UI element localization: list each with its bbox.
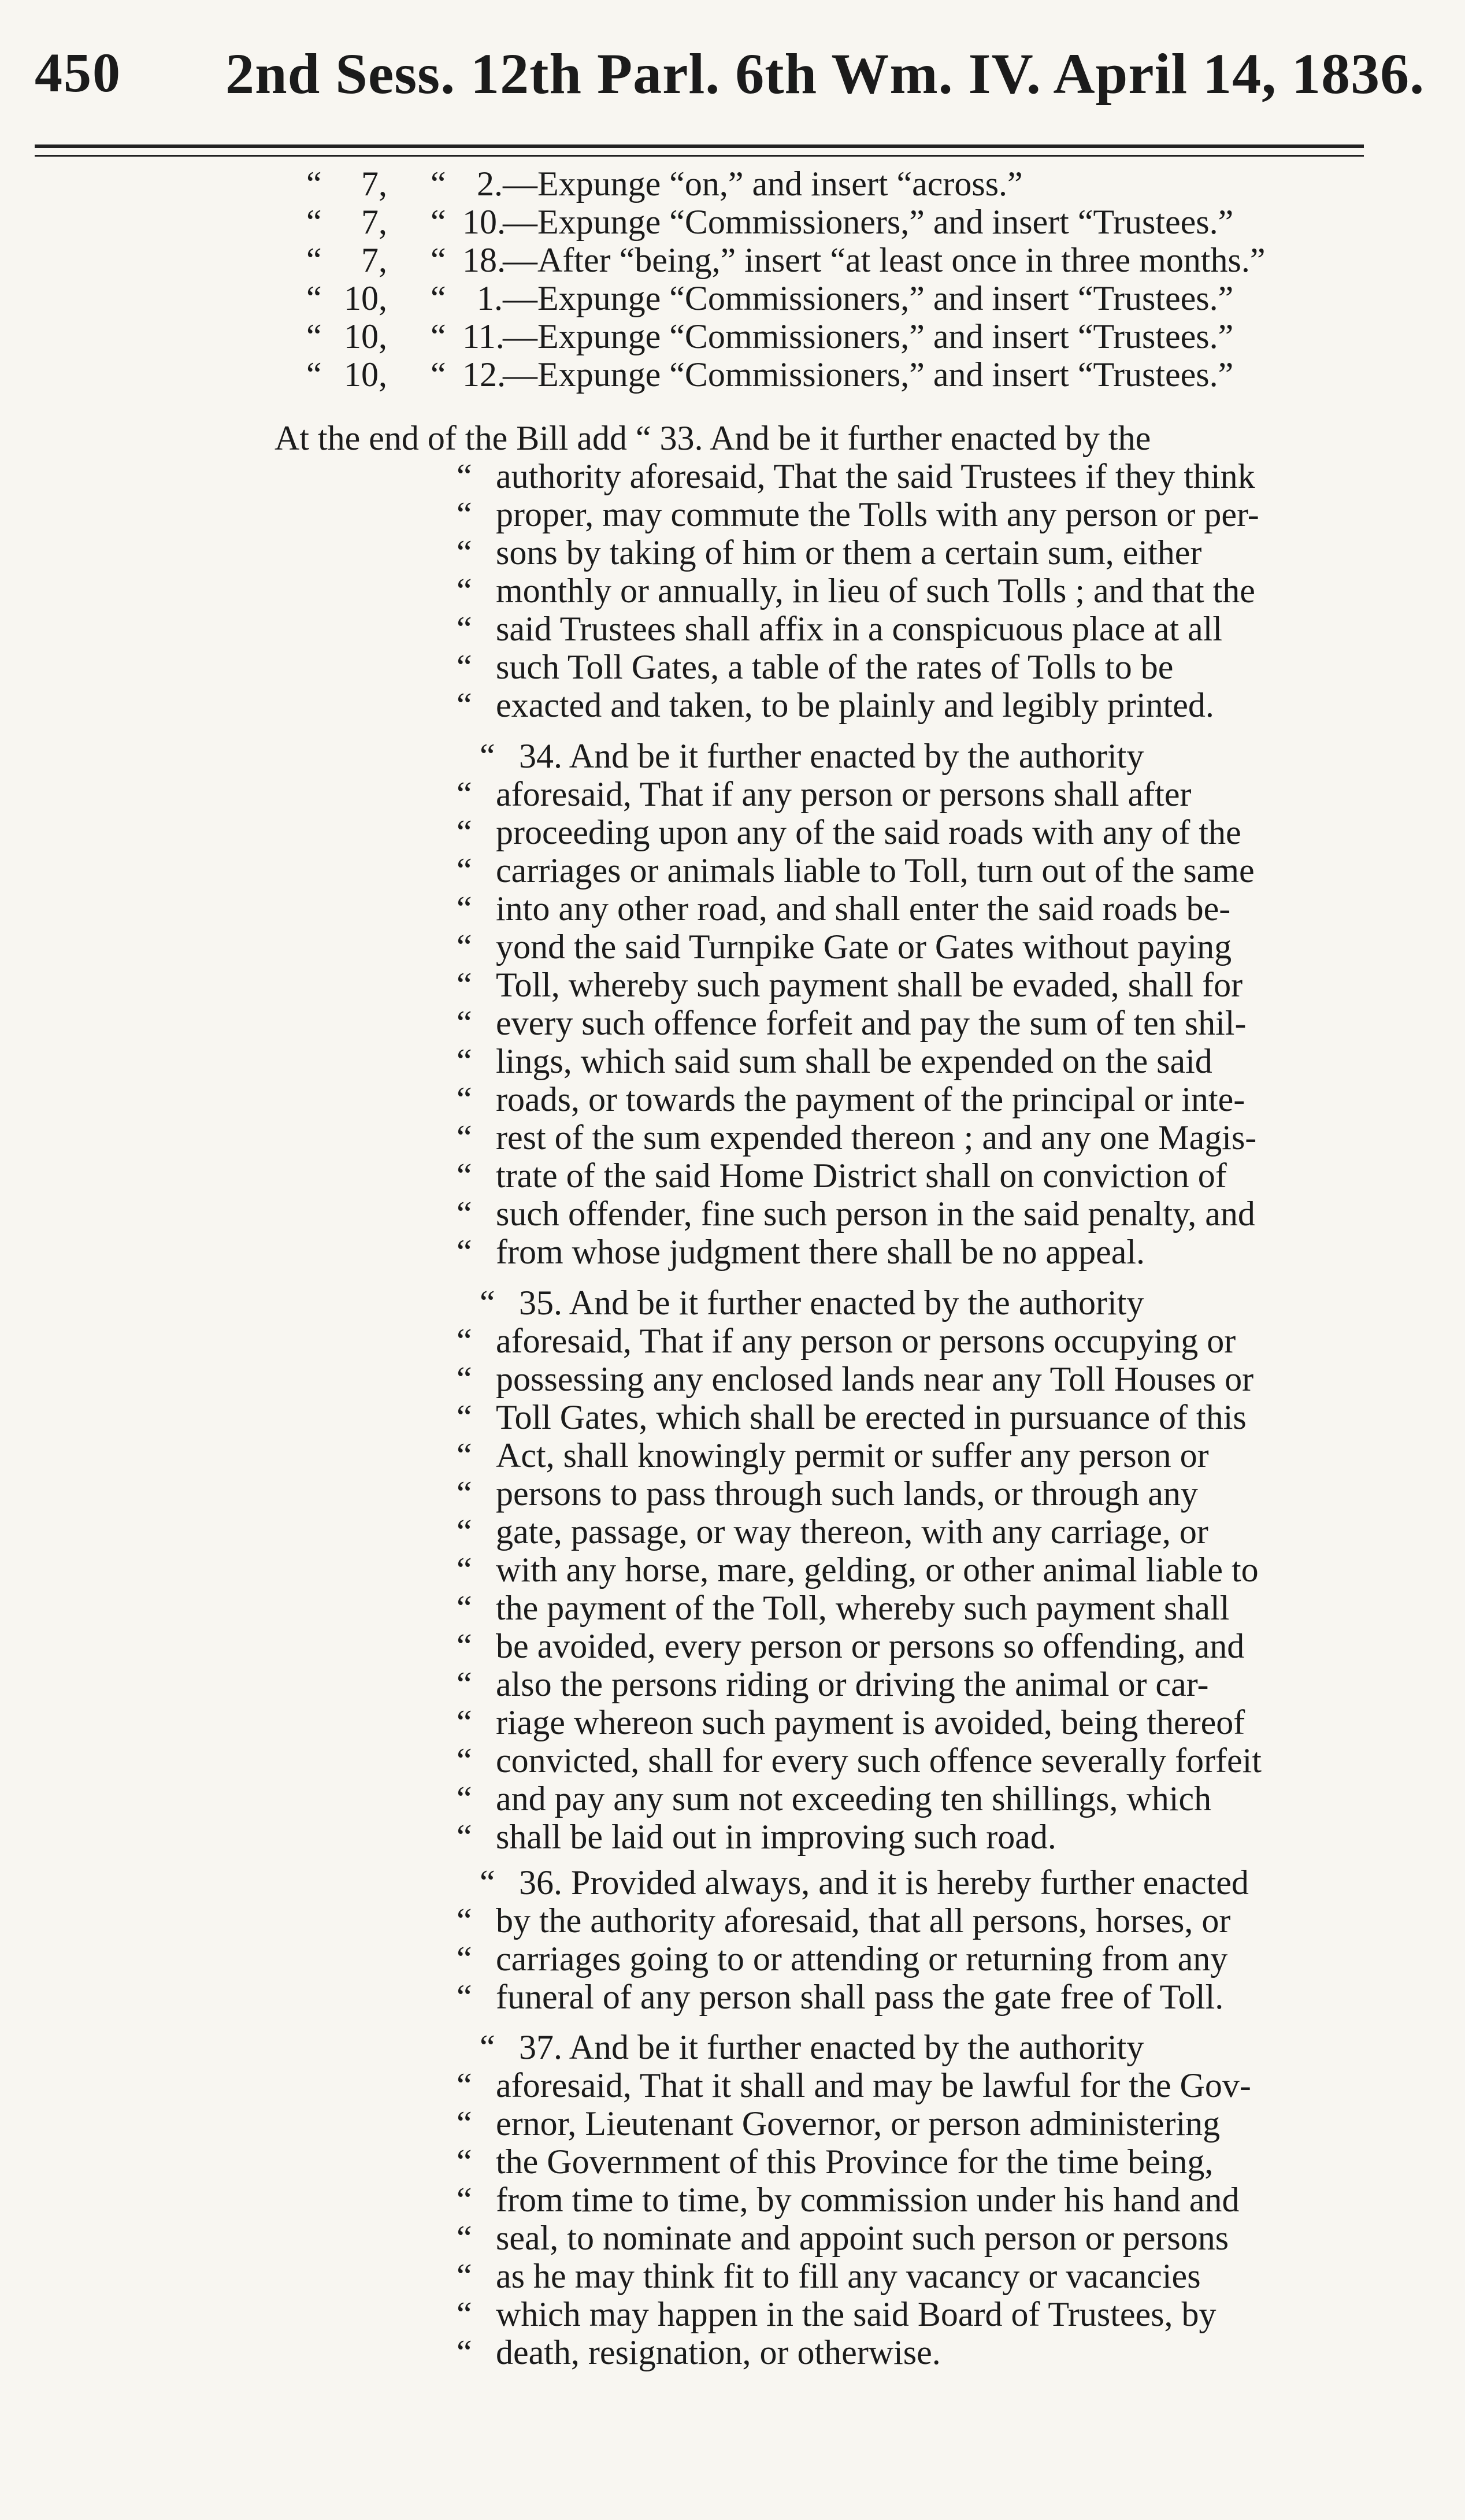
amendment-page: 10, bbox=[344, 279, 387, 317]
amendment-text: —After “being,” insert “at least once in three months.” bbox=[503, 241, 1266, 279]
quote-mark: “ bbox=[457, 1360, 472, 1398]
quote-mark: “ bbox=[480, 1284, 495, 1322]
header-rule-thin bbox=[35, 155, 1364, 157]
amendment-quote-mark: “ bbox=[306, 279, 322, 317]
amendment-row bbox=[306, 241, 1370, 279]
text-line bbox=[457, 2181, 1358, 2219]
line-text: roads, or towards the payment of the principal or inte- bbox=[496, 1080, 1245, 1118]
text-line bbox=[457, 1080, 1358, 1118]
section-37 bbox=[457, 2028, 1358, 2371]
quote-mark: “ bbox=[457, 533, 472, 572]
amendment-line: 11. bbox=[462, 317, 505, 355]
text-line bbox=[457, 1818, 1358, 1856]
text-line bbox=[457, 1863, 1358, 1902]
line-text: exacted and taken, to be plainly and legibly printed. bbox=[496, 686, 1214, 724]
quote-mark: “ bbox=[457, 1474, 472, 1513]
quote-mark: “ bbox=[457, 2333, 472, 2371]
quote-mark: “ bbox=[457, 1513, 472, 1551]
text-line bbox=[457, 2257, 1358, 2295]
amendment-row bbox=[306, 279, 1370, 317]
quote-mark: “ bbox=[457, 1080, 472, 1118]
text-line bbox=[457, 1665, 1358, 1703]
page-header bbox=[35, 35, 1425, 121]
line-text: funeral of any person shall pass the gate free of Toll. bbox=[496, 1978, 1224, 2016]
quote-mark: “ bbox=[457, 2143, 472, 2181]
quote-mark: “ bbox=[457, 1004, 472, 1042]
line-text: proper, may commute the Tolls with any person or per- bbox=[496, 495, 1259, 533]
amendment-quote-mark: “ bbox=[431, 317, 446, 355]
line-text: trate of the said Home District shall on conviction of bbox=[496, 1157, 1227, 1195]
quote-mark: “ bbox=[457, 2181, 472, 2219]
line-text: seal, to nominate and appoint such person or persons bbox=[496, 2219, 1229, 2257]
amendment-quote-mark: “ bbox=[431, 165, 446, 203]
text-line bbox=[457, 1004, 1358, 1042]
line-text: rest of the sum expended thereon ; and any one Magis- bbox=[496, 1118, 1257, 1157]
text-line bbox=[457, 1157, 1358, 1195]
amendment-quote-mark: “ bbox=[306, 165, 322, 203]
amendment-quote-mark: “ bbox=[431, 203, 446, 241]
quote-mark: “ bbox=[457, 1902, 472, 1940]
amendment-line: 18. bbox=[462, 241, 506, 279]
amendment-line: 2. bbox=[477, 165, 503, 203]
line-text: aforesaid, That it shall and may be lawful for the Gov- bbox=[496, 2066, 1251, 2104]
quote-mark: “ bbox=[457, 2104, 472, 2143]
text-line bbox=[457, 648, 1358, 686]
line-text: proceeding upon any of the said roads with any of the bbox=[496, 813, 1241, 851]
quote-mark: “ bbox=[457, 1233, 472, 1271]
text-line bbox=[457, 2295, 1358, 2333]
amendment-page: 10, bbox=[344, 317, 387, 355]
quote-mark: “ bbox=[457, 648, 472, 686]
section-33 bbox=[457, 457, 1358, 724]
line-text: Act, shall knowingly permit or suffer any person or bbox=[496, 1436, 1209, 1474]
text-line bbox=[457, 1195, 1358, 1233]
quote-mark: “ bbox=[457, 1589, 472, 1627]
line-text: persons to pass through such lands, or through any bbox=[496, 1474, 1198, 1513]
text-line bbox=[457, 890, 1358, 928]
text-line bbox=[457, 775, 1358, 813]
text-line bbox=[457, 1940, 1358, 1978]
text-line bbox=[457, 1703, 1358, 1741]
line-text: as he may think fit to fill any vacancy or vacancies bbox=[496, 2257, 1201, 2295]
quote-mark: “ bbox=[457, 610, 472, 648]
line-text: sons by taking of him or them a certain sum, either bbox=[496, 533, 1202, 572]
text-line bbox=[457, 1741, 1358, 1780]
quote-mark: “ bbox=[457, 928, 472, 966]
line-text: which may happen in the said Board of Trustees, by bbox=[496, 2295, 1216, 2333]
line-text: aforesaid, That if any person or persons occupying or bbox=[496, 1322, 1236, 1360]
quote-mark: “ bbox=[457, 1665, 472, 1703]
line-text: from whose judgment there shall be no appeal. bbox=[496, 1233, 1145, 1271]
line-text: from time to time, by commission under his hand and bbox=[496, 2181, 1240, 2219]
text-line bbox=[457, 1978, 1358, 2016]
line-text: 34. And be it further enacted by the authority bbox=[519, 737, 1144, 775]
line-text: every such offence forfeit and pay the sum of ten shil- bbox=[496, 1004, 1247, 1042]
amendment-text: —Expunge “Commissioners,” and insert “Trustees.” bbox=[503, 203, 1234, 241]
amendment-quote-mark: “ bbox=[431, 355, 446, 394]
line-text: also the persons riding or driving the animal or car- bbox=[496, 1665, 1209, 1703]
line-text: gate, passage, or way thereon, with any carriage, or bbox=[496, 1513, 1208, 1551]
running-head: 2nd Sess. 12th Parl. 6th Wm. IV. April 14, 1836. bbox=[225, 42, 1425, 106]
line-text: Toll, whereby such payment shall be evaded, shall for bbox=[496, 966, 1243, 1004]
text-line bbox=[457, 2028, 1358, 2066]
text-line bbox=[457, 1589, 1358, 1627]
amendment-line: 1. bbox=[477, 279, 503, 317]
line-text: yond the said Turnpike Gate or Gates without paying bbox=[496, 928, 1232, 966]
text-line bbox=[457, 1233, 1358, 1271]
text-line bbox=[457, 686, 1358, 724]
text-line bbox=[457, 1513, 1358, 1551]
line-text: monthly or annually, in lieu of such Tolls ; and that the bbox=[496, 572, 1255, 610]
line-text: riage whereon such payment is avoided, being thereof bbox=[496, 1703, 1245, 1741]
text-line bbox=[457, 1551, 1358, 1589]
quote-mark: “ bbox=[457, 495, 472, 533]
section-33-lead-line: At the end of the Bill add “ 33. And be it further enacted by the bbox=[275, 419, 1151, 457]
quote-mark: “ bbox=[457, 775, 472, 813]
quote-mark: “ bbox=[457, 1551, 472, 1589]
line-text: by the authority aforesaid, that all persons, horses, or bbox=[496, 1902, 1231, 1940]
line-text: ernor, Lieutenant Governor, or person administering bbox=[496, 2104, 1221, 2143]
text-line bbox=[457, 1284, 1358, 1322]
quote-mark: “ bbox=[457, 457, 472, 495]
text-line bbox=[457, 495, 1358, 533]
quote-mark: “ bbox=[457, 1627, 472, 1665]
line-text: the payment of the Toll, whereby such payment shall bbox=[496, 1589, 1230, 1627]
text-line bbox=[457, 813, 1358, 851]
amendment-text: —Expunge “Commissioners,” and insert “Trustees.” bbox=[503, 355, 1234, 394]
header-rule-thick bbox=[35, 144, 1364, 148]
amendment-text: —Expunge “Commissioners,” and insert “Trustees.” bbox=[503, 317, 1234, 355]
quote-mark: “ bbox=[457, 890, 472, 928]
quote-mark: “ bbox=[457, 2219, 472, 2257]
text-line bbox=[457, 572, 1358, 610]
quote-mark: “ bbox=[480, 737, 495, 775]
text-line bbox=[457, 2333, 1358, 2371]
quote-mark: “ bbox=[457, 1398, 472, 1436]
text-line bbox=[457, 1118, 1358, 1157]
line-text: 35. And be it further enacted by the authority bbox=[519, 1284, 1144, 1322]
quote-mark: “ bbox=[457, 1322, 472, 1360]
text-line bbox=[457, 851, 1358, 890]
text-line bbox=[457, 2066, 1358, 2104]
quote-mark: “ bbox=[457, 1042, 472, 1080]
line-text: Toll Gates, which shall be erected in pursuance of this bbox=[496, 1398, 1247, 1436]
amendment-quote-mark: “ bbox=[306, 355, 322, 394]
line-text: authority aforesaid, That the said Trustees if they think bbox=[496, 457, 1255, 495]
text-line bbox=[457, 1902, 1358, 1940]
text-line bbox=[457, 1627, 1358, 1665]
line-text: convicted, shall for every such offence severally forfeit bbox=[496, 1741, 1262, 1780]
quote-mark: “ bbox=[480, 1863, 495, 1902]
line-text: the Government of this Province for the time being, bbox=[496, 2143, 1214, 2181]
amendment-row bbox=[306, 317, 1370, 355]
line-text: such offender, fine such person in the said penalty, and bbox=[496, 1195, 1255, 1233]
text-line bbox=[457, 928, 1358, 966]
amendment-quote-mark: “ bbox=[306, 241, 322, 279]
quote-mark: “ bbox=[480, 2028, 495, 2066]
quote-mark: “ bbox=[457, 1741, 472, 1780]
line-text: be avoided, every person or persons so offending, and bbox=[496, 1627, 1245, 1665]
quote-mark: “ bbox=[457, 1780, 472, 1818]
amendment-row bbox=[306, 203, 1370, 241]
amendment-page: 7, bbox=[361, 165, 387, 203]
text-line bbox=[457, 457, 1358, 495]
line-text: carriages going to or attending or returning from any bbox=[496, 1940, 1228, 1978]
quote-mark: “ bbox=[457, 851, 472, 890]
quote-mark: “ bbox=[457, 1195, 472, 1233]
text-line bbox=[457, 1322, 1358, 1360]
amendment-text: —Expunge “on,” and insert “across.” bbox=[503, 165, 1023, 203]
quote-mark: “ bbox=[457, 1436, 472, 1474]
text-line bbox=[457, 1042, 1358, 1080]
text-line bbox=[457, 610, 1358, 648]
amendment-page: 7, bbox=[361, 241, 387, 279]
page-number: 450 bbox=[35, 42, 121, 103]
quote-mark: “ bbox=[457, 2257, 472, 2295]
quote-mark: “ bbox=[457, 1818, 472, 1856]
text-line bbox=[457, 737, 1358, 775]
quote-mark: “ bbox=[457, 2295, 472, 2333]
amendment-list bbox=[306, 165, 1370, 394]
amendment-line: 10. bbox=[462, 203, 506, 241]
line-text: possessing any enclosed lands near any Toll Houses or bbox=[496, 1360, 1254, 1398]
text-line bbox=[457, 1398, 1358, 1436]
quote-mark: “ bbox=[457, 1118, 472, 1157]
quote-mark: “ bbox=[457, 572, 472, 610]
text-line bbox=[457, 2143, 1358, 2181]
text-line bbox=[457, 1436, 1358, 1474]
amendment-quote-mark: “ bbox=[306, 203, 322, 241]
quote-mark: “ bbox=[457, 686, 472, 724]
line-text: death, resignation, or otherwise. bbox=[496, 2333, 941, 2371]
amendment-page: 7, bbox=[361, 203, 387, 241]
line-text: 36. Provided always, and it is hereby further enacted bbox=[519, 1863, 1249, 1902]
line-text: lings, which said sum shall be expended on the said bbox=[496, 1042, 1212, 1080]
amendment-row bbox=[306, 165, 1370, 203]
quote-mark: “ bbox=[457, 1978, 472, 2016]
amendment-quote-mark: “ bbox=[431, 241, 446, 279]
quote-mark: “ bbox=[457, 1157, 472, 1195]
text-line bbox=[457, 1474, 1358, 1513]
line-text: and pay any sum not exceeding ten shillings, which bbox=[496, 1780, 1212, 1818]
amendment-text: —Expunge “Commissioners,” and insert “Trustees.” bbox=[503, 279, 1234, 317]
text-line bbox=[457, 966, 1358, 1004]
text-line bbox=[457, 1360, 1358, 1398]
amendment-quote-mark: “ bbox=[306, 317, 322, 355]
section-34 bbox=[457, 737, 1358, 1271]
text-line bbox=[457, 1780, 1358, 1818]
amendment-row bbox=[306, 355, 1370, 394]
amendment-page: 10, bbox=[344, 355, 387, 394]
line-text: with any horse, mare, gelding, or other animal liable to bbox=[496, 1551, 1259, 1589]
line-text: shall be laid out in improving such road. bbox=[496, 1818, 1056, 1856]
text-line bbox=[457, 2104, 1358, 2143]
line-text: such Toll Gates, a table of the rates of Tolls to be bbox=[496, 648, 1174, 686]
quote-mark: “ bbox=[457, 966, 472, 1004]
text-line bbox=[457, 2219, 1358, 2257]
quote-mark: “ bbox=[457, 1940, 472, 1978]
line-text: into any other road, and shall enter the said roads be- bbox=[496, 890, 1231, 928]
line-text: said Trustees shall affix in a conspicuous place at all bbox=[496, 610, 1222, 648]
quote-mark: “ bbox=[457, 813, 472, 851]
section-36 bbox=[457, 1863, 1358, 2016]
quote-mark: “ bbox=[457, 2066, 472, 2104]
text-line bbox=[457, 533, 1358, 572]
quote-mark: “ bbox=[457, 1703, 472, 1741]
amendment-quote-mark: “ bbox=[431, 279, 446, 317]
line-text: aforesaid, That if any person or persons shall after bbox=[496, 775, 1192, 813]
line-text: 37. And be it further enacted by the authority bbox=[519, 2028, 1144, 2066]
amendment-line: 12. bbox=[462, 355, 506, 394]
line-text: carriages or animals liable to Toll, turn out of the same bbox=[496, 851, 1255, 890]
section-35 bbox=[457, 1284, 1358, 1856]
